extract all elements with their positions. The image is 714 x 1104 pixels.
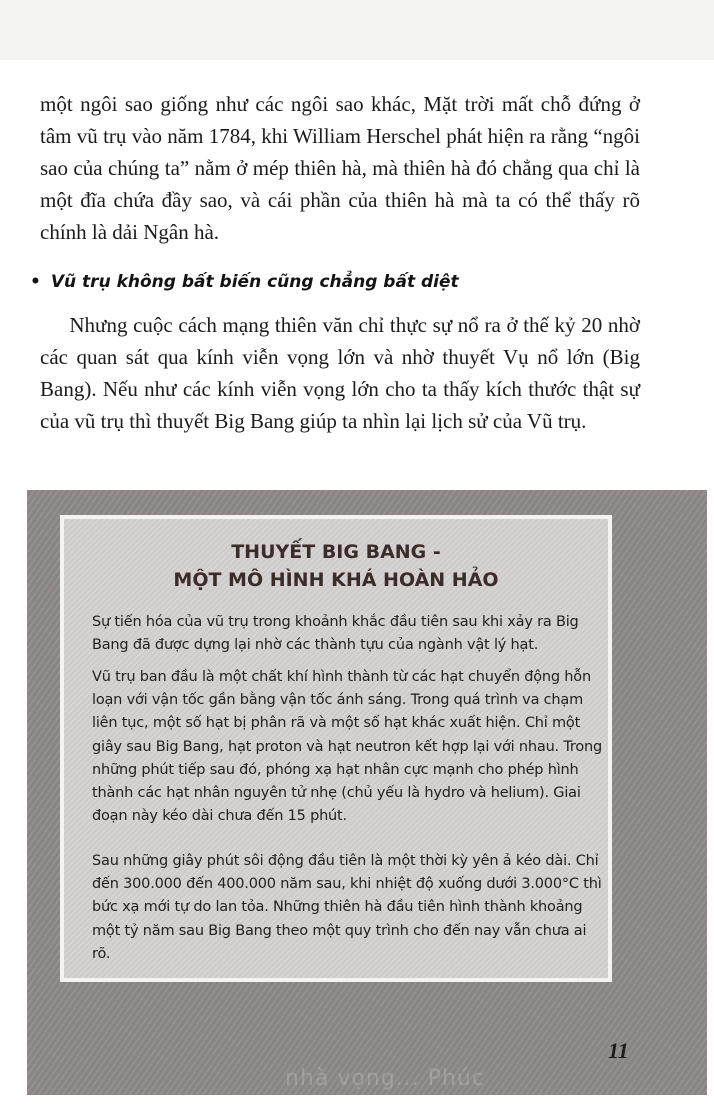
watermark: nhà vọng... Phúc — [285, 1066, 485, 1091]
paragraph-2: Nhưng cuộc cách mạng thiên văn chỉ thực sự nổ ra ở thế kỷ 20 nhờ các quan sát qua kính viễn vọng lớn và nhờ thuyết Vụ nổ lớn (Big Bang). Nếu như các kính viễn vọng lớn cho ta thấy kích thước thật sự của vũ trụ thì thuyết Big Bang giúp ta nhìn lại lịch sử của Vũ trụ. — [40, 313, 640, 433]
box-paragraph-1: Sự tiến hóa của vũ trụ trong khoảnh khắc đầu tiên sau khi xảy ra Big Bang đã được dựng lại nhờ các thành tựu của ngành vật lý hạt. — [92, 614, 579, 654]
box-title-line-2: MỘT MÔ HÌNH KHÁ HOÀN HẢO — [173, 569, 499, 591]
section-heading — [30, 270, 670, 294]
box-paragraph-2: Vũ trụ ban đầu là một chất khí hình thành từ các hạt chuyển động hỗn loạn với vận tốc gần bằng vận tốc ánh sáng. Trong quá trình va chạm liên tục, một số hạt bị phân rã và một số hạt khác xuất hiện. Chỉ một giây sau Big Bang, hạt proton và hạt neutron kết hợp lại với nhau. Trong những phút tiếp sau đó, phóng xạ hạt nhân cực mạnh cho phép hình thành các hạt nhân nguyên tử nhẹ (chủ yếu là hydro và helium). Giai đoạn này kéo dài chưa đến 15 phút. — [92, 669, 603, 825]
box-title-line-1: THUYẾT BIG BANG - — [231, 541, 441, 563]
top-margin — [0, 0, 714, 60]
box-title — [60, 538, 612, 594]
section-heading-text: Vũ trụ không bất biến cũng chẳng bất diệt — [50, 272, 459, 292]
box-paragraph-3: Sau những giây phút sôi động đầu tiên là một thời kỳ yên ả kéo dài. Chỉ đến 300.000 đến 400.000 năm sau, khi nhiệt độ xuống dưới 3.000°C thì bức xạ mới tự do lan tỏa. Những thiên hà đầu tiên hình thành khoảng một tỷ năm sau Big Bang theo một quy trình cho đến nay vẫn chưa ai rõ. — [92, 853, 602, 962]
page-number: 11 — [608, 1038, 629, 1063]
paragraph-1: một ngôi sao giống như các ngôi sao khác, Mặt trời mất chỗ đứng ở tâm vũ trụ vào năm 1784, khi William Herschel phát hiện ra rằng “ngôi sao của chúng ta” nằm ở mép thiên hà, mà thiên hà đó chẳng qua chỉ là một đĩa chứa đầy sao, và cái phần của thiên hà mà ta có thể thấy rõ chính là dải Ngân hà. — [40, 92, 640, 244]
bullet-icon: • — [30, 272, 41, 292]
